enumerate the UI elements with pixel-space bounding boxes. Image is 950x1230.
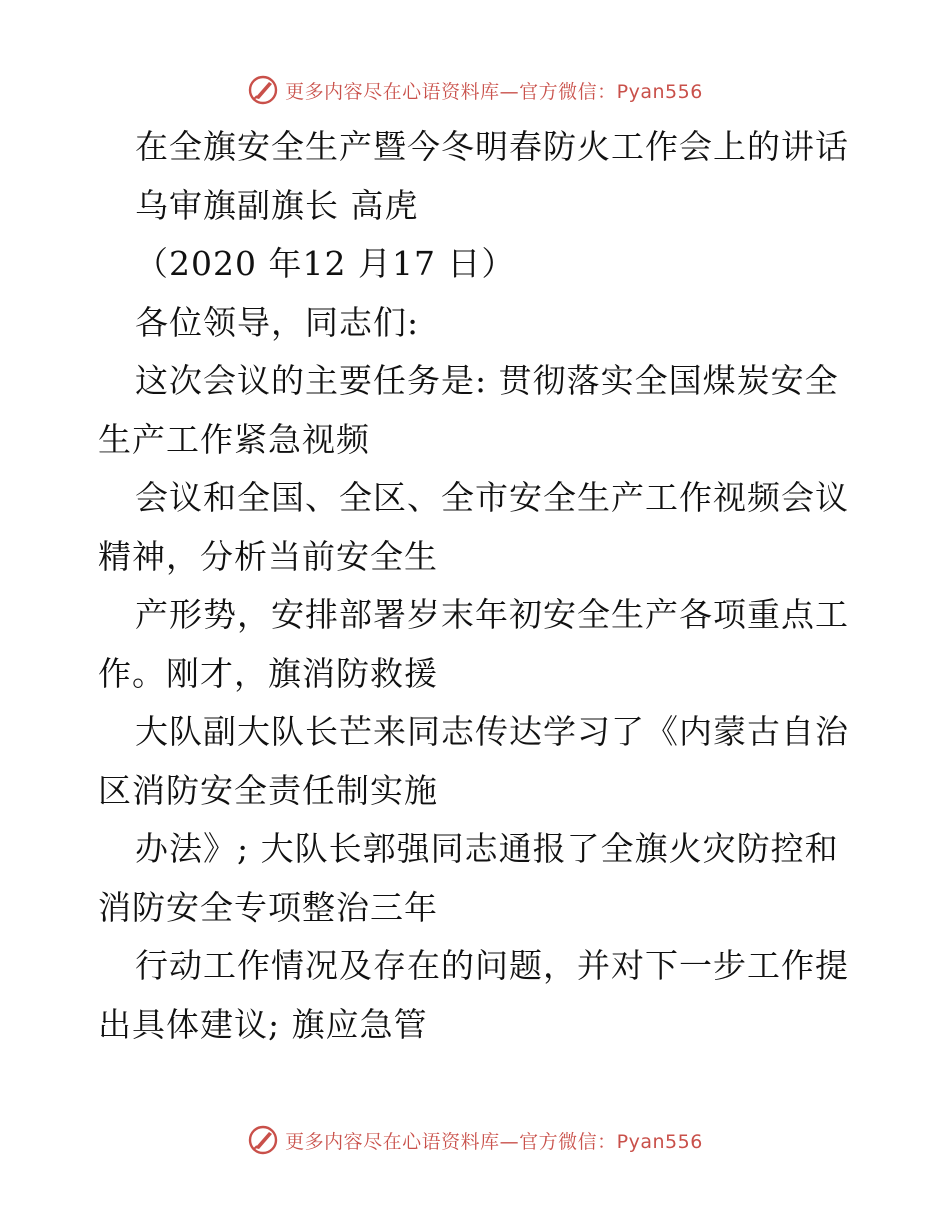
body-line: 大队副大队长芒来同志传达学习了《内蒙古自治 [135, 712, 849, 751]
body-line: 产形势，安排部署岁末年初安全生产各项重点工 [135, 595, 849, 634]
document-body [98, 118, 858, 1054]
speaker-line: 乌审旗副旗长 高虎 [135, 185, 419, 225]
watermark-text: 更多内容尽在心语资料库—官方微信：Pyan556 [285, 1130, 703, 1153]
feather-pen-logo-icon [247, 1124, 279, 1156]
body-line: 会议和全国、全区、全市安全生产工作视频会议 [135, 478, 849, 517]
body-line: 生产工作紧急视频 [98, 419, 370, 459]
watermark-text: 更多内容尽在心语资料库—官方微信：Pyan556 [285, 80, 703, 103]
feather-pen-logo-icon [247, 74, 279, 106]
body-line: 出具体建议; 旗应急管 [98, 1004, 428, 1044]
watermark-header [0, 70, 950, 110]
body-line: 消防安全专项整治三年 [98, 887, 438, 927]
speech-title: 在全旗安全生产暨今冬明春防火工作会上的讲话 [135, 127, 849, 166]
watermark-footer [0, 1120, 950, 1160]
body-line: 精神，分析当前安全生 [98, 536, 438, 576]
body-line: 区消防安全责任制实施 [98, 770, 438, 810]
salutation: 各位领导，同志们: [135, 302, 420, 342]
date-line: （2020 年12 月17 日） [135, 244, 516, 283]
body-line: 这次会议的主要任务是: 贯彻落实全国煤炭安全 [135, 361, 839, 400]
body-line: 办法》; 大队长郭强同志通报了全旗火灾防控和 [135, 829, 839, 868]
body-line: 作。刚才，旗消防救援 [98, 653, 438, 693]
body-line: 行动工作情况及存在的问题，并对下一步工作提 [135, 946, 849, 985]
